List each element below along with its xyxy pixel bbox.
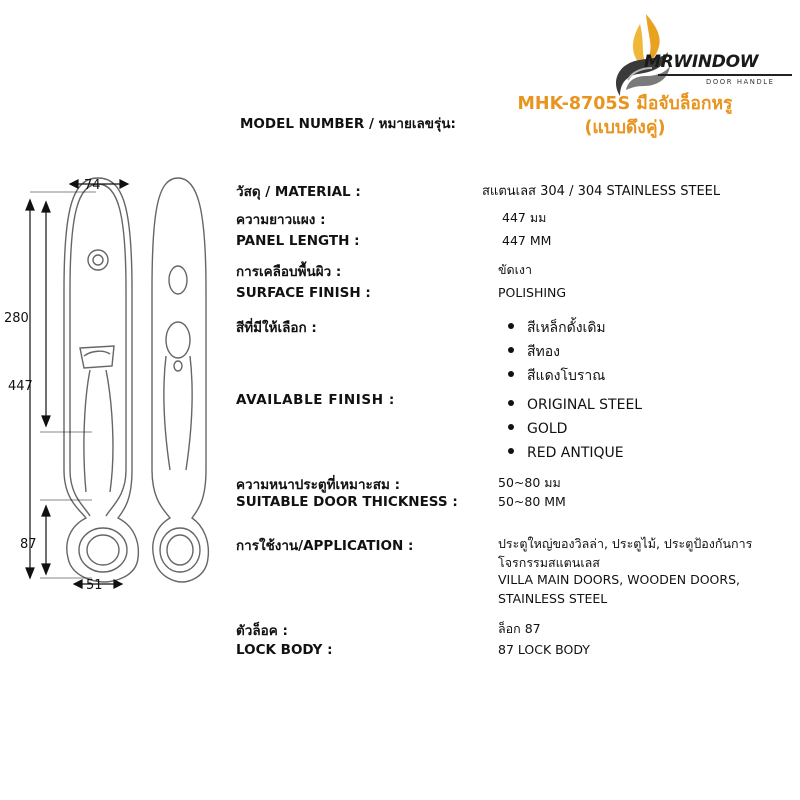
- brand-logo: [606, 10, 796, 105]
- door-thickness-en-value: 50~80 MM: [498, 494, 566, 509]
- model-number-label: MODEL NUMBER / หมายเลขรุ่น:: [240, 116, 456, 132]
- panel-length-th-label: ความยาวแผง :: [236, 212, 326, 228]
- door-thickness-th-value: 50~80 มม: [498, 475, 561, 490]
- dim-87-label: 87: [20, 537, 37, 552]
- surface-finish-th-label: การเคลือบพื้นผิว :: [236, 264, 342, 280]
- bullet-icon: [508, 400, 514, 406]
- dim-bottom-width-label: 51: [86, 578, 103, 590]
- bullet-icon: [508, 347, 514, 353]
- application-label: การใช้งาน/APPLICATION :: [236, 538, 414, 554]
- list-item: สีเหล็กดั้งเดิม: [508, 316, 606, 340]
- dim-447-label: 447: [8, 379, 33, 394]
- brand-name: MRWINDOW: [644, 52, 759, 72]
- material-label: วัสดุ / MATERIAL :: [236, 184, 361, 200]
- panel-length-en-value: 447 MM: [502, 233, 552, 248]
- material-value: สแตนเลส 304 / 304 STAINLESS STEEL: [482, 184, 721, 199]
- available-finish-th-list: [508, 316, 606, 388]
- lock-body-th-value: ล็อก 87: [498, 621, 541, 636]
- handle-technical-drawing: [0, 170, 220, 590]
- surface-finish-en-value: POLISHING: [498, 285, 567, 300]
- application-th-line2: โจรกรรมสแตนเลส: [498, 555, 600, 570]
- lock-body-en-value: 87 LOCK BODY: [498, 642, 590, 657]
- application-th-line1: ประตูใหญ่ของวิลล่า, ประตูไม้, ประตูป้องกันการ: [498, 536, 753, 551]
- list-item: GOLD: [508, 417, 642, 441]
- brand-subtitle: DOOR HANDLE: [706, 78, 775, 86]
- bullet-icon: [508, 424, 514, 430]
- list-item: สีทอง: [508, 340, 606, 364]
- list-item: ORIGINAL STEEL: [508, 393, 642, 417]
- panel-length-th-value: 447 มม: [502, 210, 547, 225]
- application-en-line1: VILLA MAIN DOORS, WOODEN DOORS,: [498, 572, 740, 587]
- dim-280-label: 280: [4, 311, 29, 326]
- panel-length-en-label: PANEL LENGTH :: [236, 233, 360, 249]
- door-thickness-en-label: SUITABLE DOOR THICKNESS :: [236, 494, 458, 510]
- surface-finish-th-value: ขัดเงา: [498, 262, 533, 277]
- bullet-icon: [508, 371, 514, 377]
- model-title: [480, 92, 770, 140]
- application-en-line2: STAINLESS STEEL: [498, 591, 608, 606]
- bullet-icon: [508, 448, 514, 454]
- model-title-line1: MHK-8705S มือจับล็อกหรู: [517, 94, 733, 114]
- lock-body-th-label: ตัวล็อค :: [236, 623, 288, 639]
- list-item: สีแดงโบราณ: [508, 364, 606, 388]
- available-finish-en-label: AVAILABLE FINISH :: [236, 392, 395, 408]
- lock-body-en-label: LOCK BODY :: [236, 642, 333, 658]
- list-item: RED ANTIQUE: [508, 441, 642, 465]
- available-finish-th-label: สีที่มีให้เลือก :: [236, 320, 317, 336]
- brand-underline: [658, 74, 792, 76]
- surface-finish-en-label: SURFACE FINISH :: [236, 285, 371, 301]
- available-finish-en-list: [508, 393, 642, 465]
- model-title-line2: (แบบดึงคู่): [584, 118, 666, 138]
- bullet-icon: [508, 323, 514, 329]
- door-thickness-th-label: ความหนาประตูที่เหมาะสม :: [236, 477, 401, 493]
- dim-top-width-label: 74: [84, 178, 101, 193]
